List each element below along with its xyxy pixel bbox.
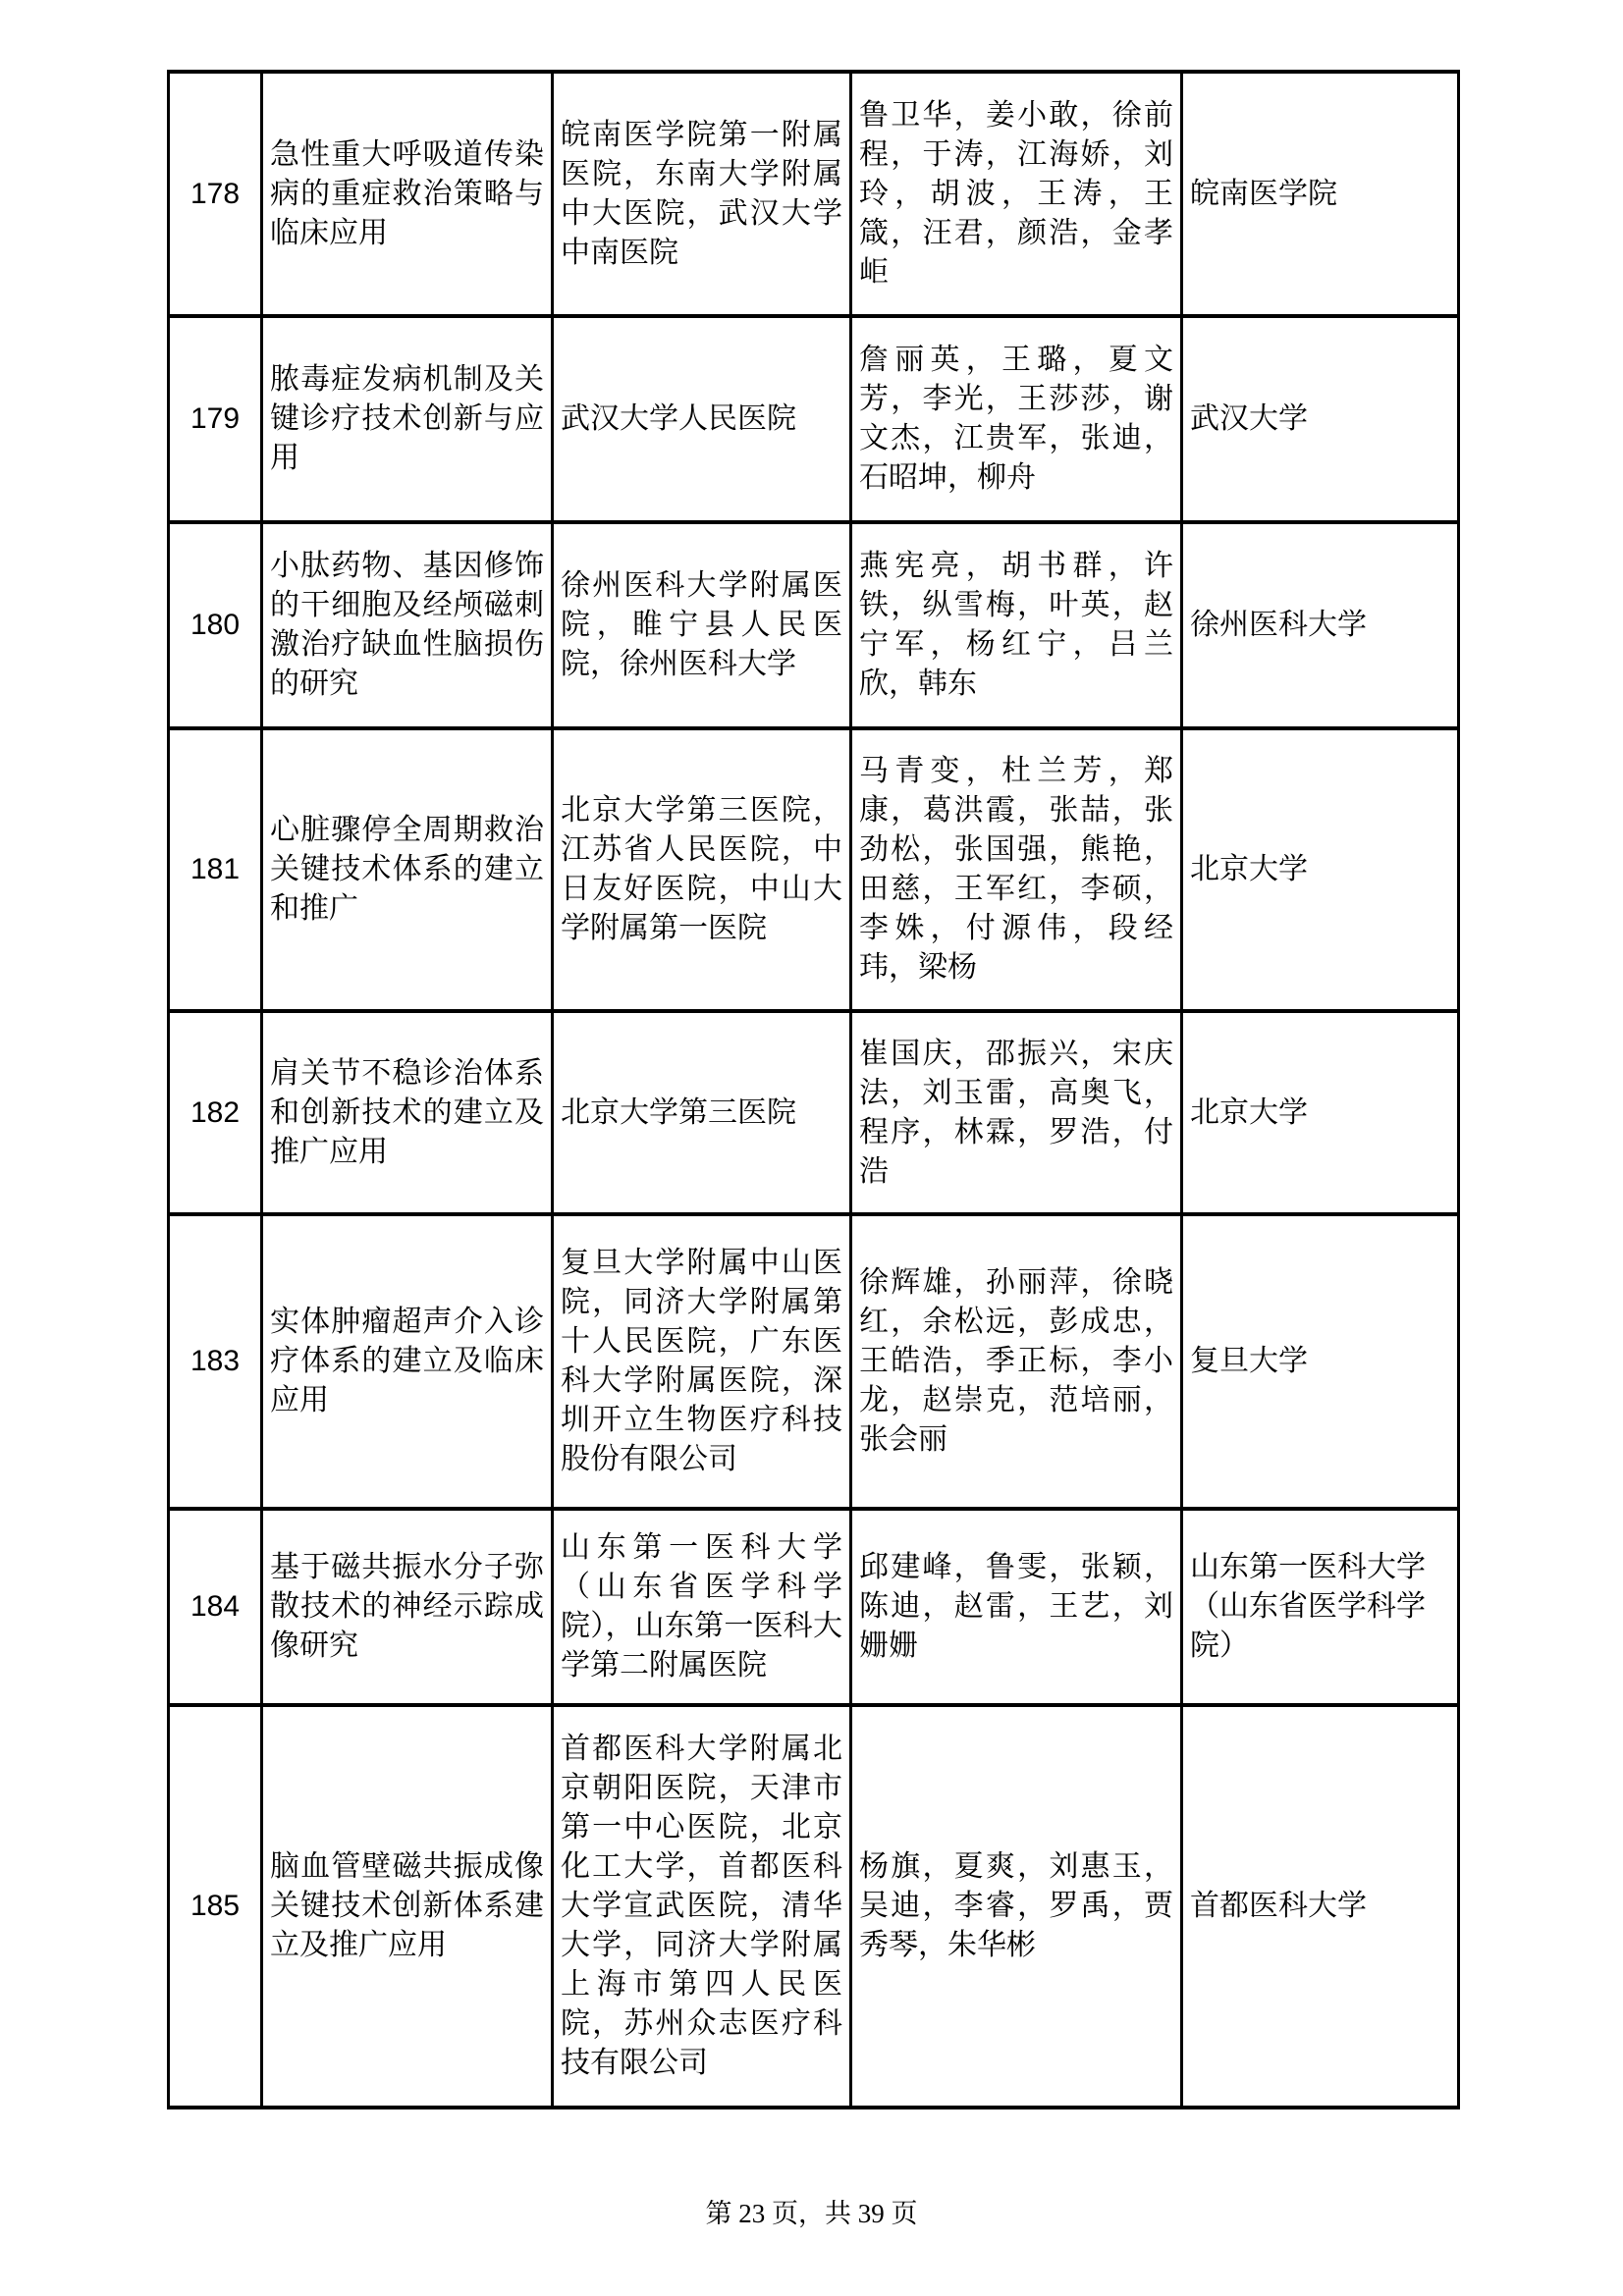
table-row bbox=[169, 1509, 1459, 1705]
table-row bbox=[169, 1705, 1459, 2108]
completing-units-cell: 山东第一医科大学（山东省医学科学院），山东第一医科大学第二附属医院 bbox=[553, 1509, 851, 1705]
project-title-cell: 心脏骤停全周期救治关键技术体系的建立和推广 bbox=[262, 728, 553, 1011]
completers-cell: 徐辉雄，孙丽萍，徐晓红，余松远，彭成忠，王皓浩，季正标，李小龙，赵崇克，范培丽，张会丽 bbox=[851, 1214, 1182, 1509]
nominating-unit-cell: 复旦大学 bbox=[1182, 1214, 1459, 1509]
nominating-unit-cell: 首都医科大学 bbox=[1182, 1705, 1459, 2108]
completing-units-cell: 北京大学第三医院 bbox=[553, 1011, 851, 1214]
nominating-unit-cell: 徐州医科大学 bbox=[1182, 522, 1459, 728]
project-title-cell: 急性重大呼吸道传染病的重症救治策略与临床应用 bbox=[262, 72, 553, 316]
project-title-cell: 实体肿瘤超声介入诊疗体系的建立及临床应用 bbox=[262, 1214, 553, 1509]
completers-cell: 马青变，杜兰芳，郑康，葛洪霞，张喆，张劲松，张国强，熊艳，田慈，王军红，李硕，李姝，付源伟，段经玮，梁杨 bbox=[851, 728, 1182, 1011]
row-number-cell: 180 bbox=[169, 522, 262, 728]
completers-cell: 詹丽英，王璐，夏文芳，李光，王莎莎，谢文杰，江贵军，张迪，石昭坤，柳舟 bbox=[851, 316, 1182, 522]
nominating-unit-cell: 武汉大学 bbox=[1182, 316, 1459, 522]
table-row bbox=[169, 522, 1459, 728]
row-number-cell: 181 bbox=[169, 728, 262, 1011]
row-number-cell: 178 bbox=[169, 72, 262, 316]
project-title-cell: 基于磁共振水分子弥散技术的神经示踪成像研究 bbox=[262, 1509, 553, 1705]
row-number-cell: 183 bbox=[169, 1214, 262, 1509]
row-number-cell: 185 bbox=[169, 1705, 262, 2108]
completing-units-cell: 武汉大学人民医院 bbox=[553, 316, 851, 522]
nominating-unit-cell: 皖南医学院 bbox=[1182, 72, 1459, 316]
completing-units-cell: 复旦大学附属中山医院，同济大学附属第十人民医院，广东医科大学附属医院，深圳开立生物医疗科技股份有限公司 bbox=[553, 1214, 851, 1509]
completing-units-cell: 北京大学第三医院，江苏省人民医院，中日友好医院，中山大学附属第一医院 bbox=[553, 728, 851, 1011]
completing-units-cell: 首都医科大学附属北京朝阳医院，天津市第一中心医院，北京化工大学，首都医科大学宣武医院，清华大学，同济大学附属上海市第四人民医院，苏州众志医疗科技有限公司 bbox=[553, 1705, 851, 2108]
project-title-cell: 小肽药物、基因修饰的干细胞及经颅磁刺激治疗缺血性脑损伤的研究 bbox=[262, 522, 553, 728]
table-row bbox=[169, 72, 1459, 316]
completing-units-cell: 徐州医科大学附属医院，睢宁县人民医院，徐州医科大学 bbox=[553, 522, 851, 728]
nominating-unit-cell: 山东第一医科大学（山东省医学科学院） bbox=[1182, 1509, 1459, 1705]
table-row bbox=[169, 1011, 1459, 1214]
table-row bbox=[169, 1214, 1459, 1509]
completers-cell: 鲁卫华，姜小敢，徐前程，于涛，江海娇，刘玲，胡波，王涛，王箴，汪君，颜浩，金孝岠 bbox=[851, 72, 1182, 316]
completers-cell: 邱建峰，鲁雯，张颖，陈迪，赵雷，王艺，刘姗姗 bbox=[851, 1509, 1182, 1705]
project-title-cell: 脑血管壁磁共振成像关键技术创新体系建立及推广应用 bbox=[262, 1705, 553, 2108]
completers-cell: 崔国庆，邵振兴，宋庆法，刘玉雷，高奥飞，程序，林霖，罗浩，付浩 bbox=[851, 1011, 1182, 1214]
table-row bbox=[169, 316, 1459, 522]
nominating-unit-cell: 北京大学 bbox=[1182, 728, 1459, 1011]
nominating-unit-cell: 北京大学 bbox=[1182, 1011, 1459, 1214]
row-number-cell: 179 bbox=[169, 316, 262, 522]
project-title-cell: 脓毒症发病机制及关键诊疗技术创新与应用 bbox=[262, 316, 553, 522]
completing-units-cell: 皖南医学院第一附属医院，东南大学附属中大医院，武汉大学中南医院 bbox=[553, 72, 851, 316]
row-number-cell: 182 bbox=[169, 1011, 262, 1214]
page-number-footer: 第 23 页，共 39 页 bbox=[705, 2199, 918, 2228]
project-title-cell: 肩关节不稳诊治体系和创新技术的建立及推广应用 bbox=[262, 1011, 553, 1214]
projects-table bbox=[167, 70, 1460, 2109]
completers-cell: 杨旗，夏爽，刘惠玉，吴迪，李睿，罗禹，贾秀琴，朱华彬 bbox=[851, 1705, 1182, 2108]
row-number-cell: 184 bbox=[169, 1509, 262, 1705]
completers-cell: 燕宪亮，胡书群，许铁，纵雪梅，叶英，赵宁军，杨红宁，吕兰欣，韩东 bbox=[851, 522, 1182, 728]
table-row bbox=[169, 728, 1459, 1011]
